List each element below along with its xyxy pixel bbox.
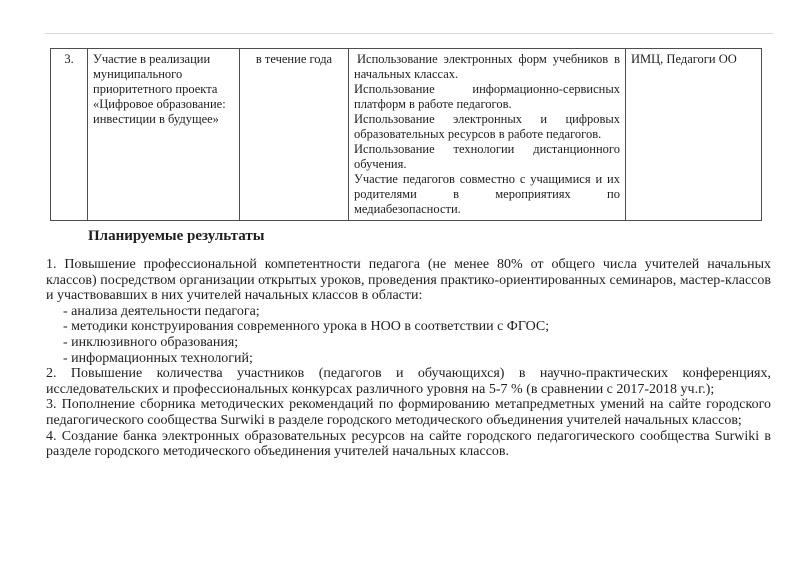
result-line: Использование технологии дистанционного обучения. bbox=[354, 142, 620, 171]
timing-cell: в течение года bbox=[240, 49, 349, 221]
results-cell bbox=[349, 49, 626, 221]
activity-cell: Участие в реализации муниципального приоритетного проекта «Цифровое образование: инвестиции в будущее» bbox=[88, 49, 240, 221]
planned-results-list bbox=[46, 257, 771, 460]
row-number-cell: 3. bbox=[51, 49, 88, 221]
list-item-4: 4. Создание банка электронных образовательных ресурсов на сайте городского педагогического сообщества Surwiki в разделе городского методического объединения учителей начальных классов. bbox=[46, 428, 771, 460]
result-line: Участие педагогов совместно с учащимися и их родителями в мероприятиях по медиабезопасности. bbox=[354, 172, 620, 216]
list-item-2: 2. Повышение количества участников (педагогов и обучающихся) в научно-практических конференциях, исследовательских и профессиональных конкурсах различного уровня на 5-7 % (в сравнении с 2017-2018 уч.г.); bbox=[46, 366, 771, 397]
sub-item: - инклюзивного образования; bbox=[63, 334, 239, 350]
table-row bbox=[51, 49, 762, 221]
result-line: Использование информационно-сервисных платформ в работе педагогов. bbox=[354, 82, 620, 111]
result-line: Использование электронных форм учебников в начальных классах. bbox=[354, 52, 620, 81]
responsible-cell: ИМЦ, Педагоги ОО bbox=[626, 49, 762, 221]
list-item-1: 1. Повышение профессиональной компетентности педагога (не менее 80% от общего числа учителей начальных классов) посредством организации открытых уроков, проведения практико-ориентированных семинаров, мастер-классов и участвовавших в них учителей начальных классов в области: bbox=[46, 257, 771, 304]
sub-item: - анализа деятельности педагога; bbox=[63, 303, 260, 319]
sub-item: - методики конструирования современного урока в НОО в соответствии с ФГОС; bbox=[63, 319, 550, 335]
sub-item: - информационных технологий; bbox=[63, 350, 253, 366]
list-item-3: 3. Пополнение сборника методических рекомендаций по формированию метапредметных умений на сайте городского педагогического сообщества Surwiki в разделе городского методического объединения учителей начальных классов; bbox=[46, 397, 771, 428]
activities-table bbox=[50, 48, 762, 221]
section-heading: Планируемые результаты bbox=[88, 228, 265, 244]
result-line: Использование электронных и цифровых образовательных ресурсов в работе педагогов. bbox=[354, 112, 620, 141]
page-break-rule bbox=[45, 33, 773, 34]
